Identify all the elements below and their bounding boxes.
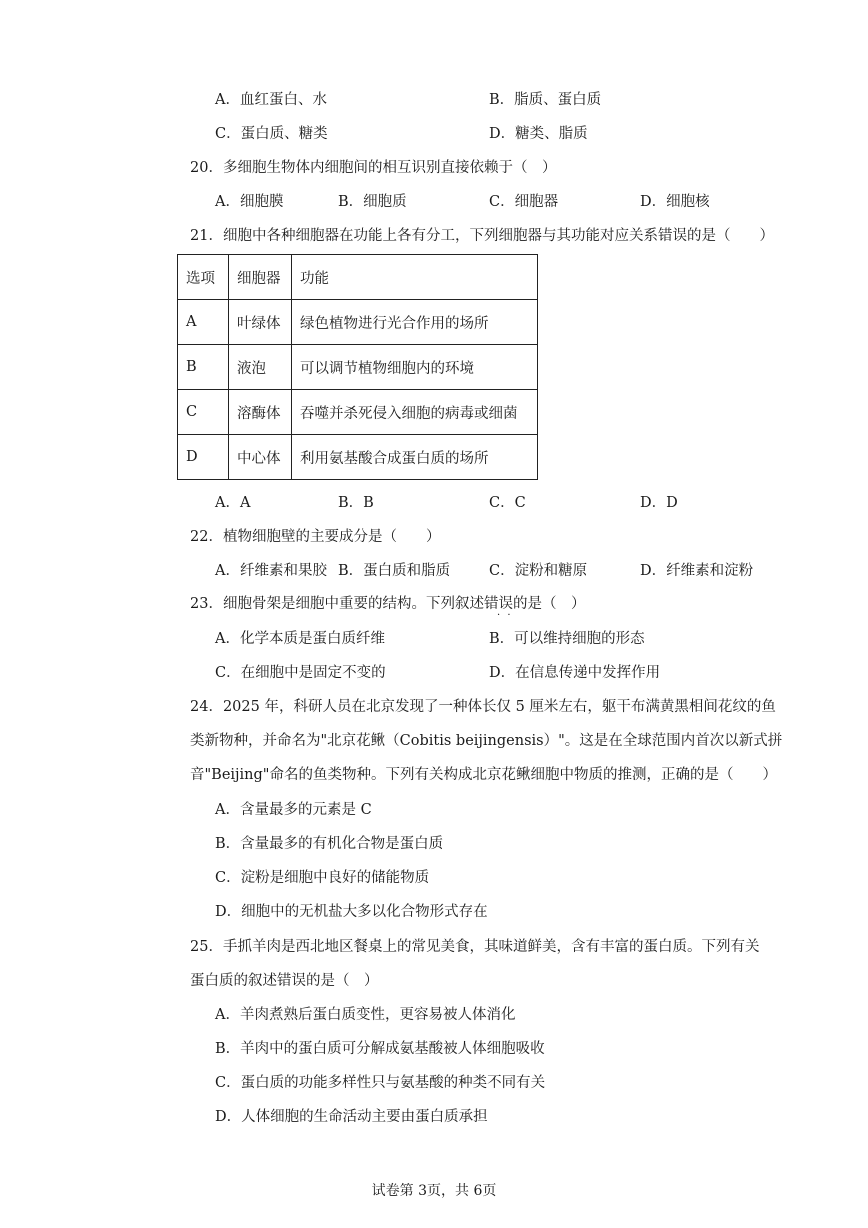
table-row: [178, 345, 538, 390]
q19-option-a: A．血红蛋白、水: [215, 92, 327, 108]
table-cell: 利用氨基酸合成蛋白质的场所: [292, 435, 538, 480]
table-cell: 吞噬并杀死侵入细胞的病毒或细菌: [292, 390, 538, 435]
q20-option-d: D．细胞核: [640, 194, 710, 210]
q23-stem: 23．细胞骨架是细胞中重要的结构。下列叙述错误的是（ ）: [190, 596, 586, 612]
q25-option-c: C．蛋白质的功能多样性只与氨基酸的种类不同有关: [215, 1075, 546, 1091]
table-cell: 溶酶体: [229, 390, 292, 435]
q22-stem: 22．植物细胞壁的主要成分是（ ）: [190, 529, 441, 545]
table-cell: A: [178, 300, 229, 345]
q23-option-a: A．化学本质是蛋白质纤维: [215, 631, 385, 647]
q23-option-d: D．在信息传递中发挥作用: [489, 665, 661, 681]
table-row: [178, 300, 538, 345]
q24-option-d: D．细胞中的无机盐大多以化合物形式存在: [215, 904, 488, 920]
table-header-cell: 功能: [292, 255, 538, 300]
q21-option-c: C．C: [489, 495, 526, 511]
q22-option-c: C．淀粉和糖原: [489, 563, 588, 579]
q21-option-a: A．A: [215, 495, 251, 511]
table-header-row: [178, 255, 538, 300]
table-cell: 液泡: [229, 345, 292, 390]
q25-option-d: D．人体细胞的生命活动主要由蛋白质承担: [215, 1109, 488, 1125]
table-cell: 中心体: [229, 435, 292, 480]
q22-option-d: D．纤维素和淀粉: [640, 563, 754, 579]
q22-option-a: A．纤维素和果胶: [215, 563, 327, 579]
table-header-cell: 选项: [178, 255, 229, 300]
emphasis-dots: · ·: [497, 610, 513, 621]
q20-option-c: C．细胞器: [489, 194, 559, 210]
q19-option-d: D．糖类、脂质: [489, 126, 588, 142]
q19-option-b: B．脂质、蛋白质: [489, 92, 602, 108]
q22-option-b: B．蛋白质和脂质: [338, 563, 451, 579]
table-cell: D: [178, 435, 229, 480]
q23-option-c: C．在细胞中是固定不变的: [215, 665, 386, 681]
q20-option-a: A．细胞膜: [215, 194, 284, 210]
q20-stem: 20．多细胞生物体内细胞间的相互识别直接依赖于（ ）: [190, 160, 557, 176]
q20-option-b: B．细胞质: [338, 194, 407, 210]
table-row: [178, 435, 538, 480]
q21-option-d: D．D: [640, 495, 678, 511]
table-cell: C: [178, 390, 229, 435]
table-cell: 叶绿体: [229, 300, 292, 345]
page-footer: 试卷第 3页，共 6页: [371, 1183, 497, 1199]
q25-option-a: A．羊肉煮熟后蛋白质变性，更容易被人体消化: [215, 1007, 516, 1023]
q24-option-c: C．淀粉是细胞中良好的储能物质: [215, 870, 430, 886]
table-header-cell: 细胞器: [229, 255, 292, 300]
q24-stem-line-1: 24．2025 年，科研人员在北京发现了一种体长仅 5 厘米左右，躯干布满黄黑相间花纹的鱼: [190, 699, 776, 715]
table-cell: 可以调节植物细胞内的环境: [292, 345, 538, 390]
organelle-function-table: [177, 254, 538, 480]
table-row: [178, 390, 538, 435]
q23-option-b: B．可以维持细胞的形态: [489, 631, 645, 647]
q24-option-a: A．含量最多的元素是 C: [215, 802, 372, 818]
q24-stem-line-3: 音"Beijing"命名的鱼类物种。下列有关构成北京花鳅细胞中物质的推测，正确的是（ ）: [190, 767, 777, 783]
q19-option-c: C．蛋白质、糖类: [215, 126, 328, 142]
q21-stem: 21．细胞中各种细胞器在功能上各有分工，下列细胞器与其功能对应关系错误的是（ ）: [190, 228, 774, 244]
table-cell: 绿色植物进行光合作用的场所: [292, 300, 538, 345]
q25-stem-line-2: 蛋白质的叙述错误的是（ ）: [190, 973, 379, 989]
q24-stem-line-2: 类新物种，并命名为"北京花鳅（Cobitis beijingensis）"。这是在全球范围内首次以新式拼: [190, 733, 783, 749]
table-cell: B: [178, 345, 229, 390]
q25-option-b: B．羊肉中的蛋白质可分解成氨基酸被人体细胞吸收: [215, 1041, 545, 1057]
q25-stem-line-1: 25．手抓羊肉是西北地区餐桌上的常见美食，其味道鲜美，含有丰富的蛋白质。下列有关: [190, 939, 760, 955]
q21-option-b: B．B: [338, 495, 374, 511]
q24-option-b: B．含量最多的有机化合物是蛋白质: [215, 836, 444, 852]
